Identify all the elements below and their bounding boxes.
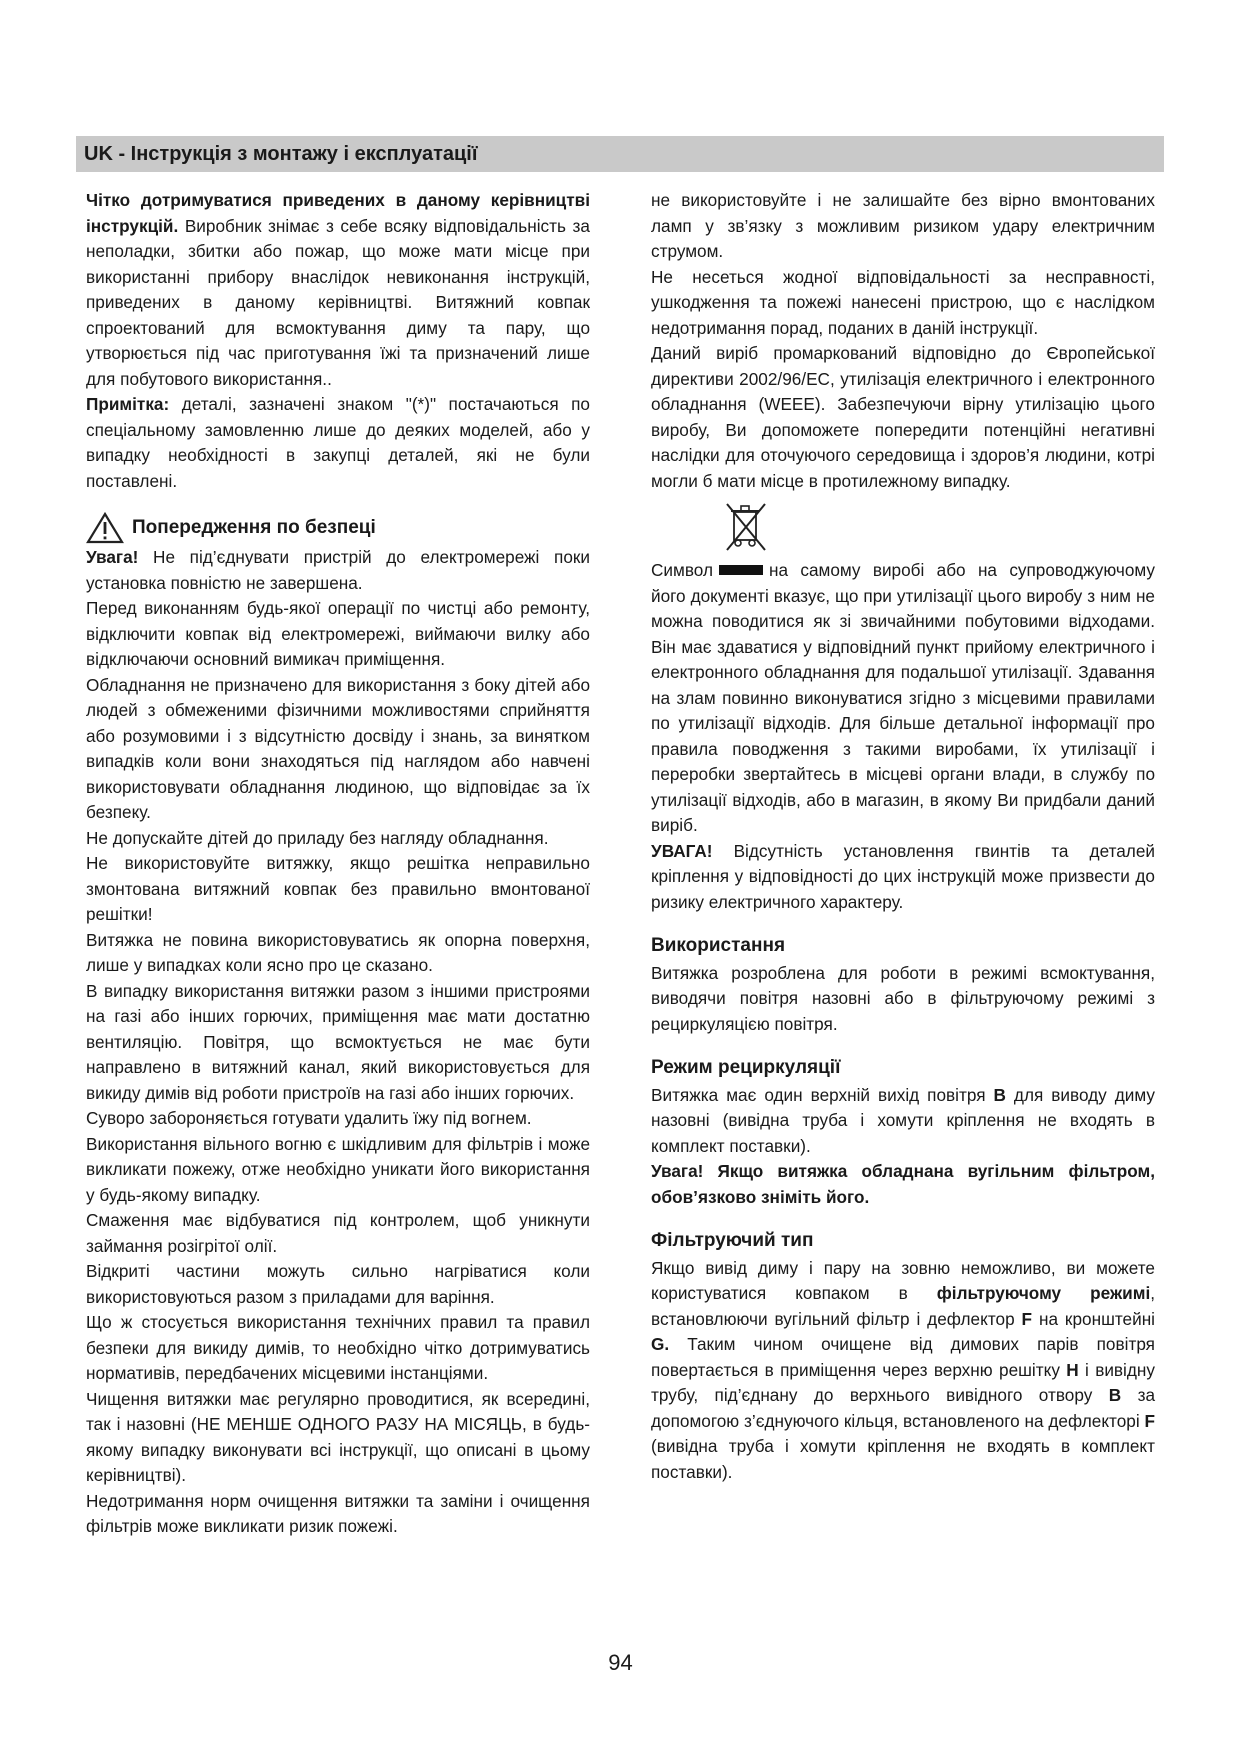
recirc-heading: Режим рециркуляції [651,1057,841,1078]
safety-paragraph: В випадку використання витяжки разом з іншими пристроями на газі або інших горючих, приміщення має мати достатню вентиляцію. Повітря, що всмоктується не має бути направлено в витяжний канал, який використовується для викиду димів від роботи пристроїв на газі або інших горючих. [86,980,590,1103]
safety-heading: Попередження по безпеці [132,517,376,539]
safety-paragraph: Обладнання не призначено для використання з боку дітей або людей з обмеженими фізичними можливостями сприйняття або розумовими і з відсутністю досвіду і знань, за винятком випадків коли вони знаходяться під наглядом або навчені використовувати обладнання людиною, що відповідає за їх безпеку. [86,674,590,822]
left-column [86,188,590,1540]
safety-paragraph: Суворо забороняється готувати удалить їжу під вогнем. [86,1108,532,1128]
safety-paragraph: Не допускайте дітей до приладу без нагляду обладнання. [86,827,549,848]
usage-heading: Використання [651,935,786,956]
warning-paragraph: УВАГА! Відсутність установлення гвинтів та деталей кріплення у відповідності до цих інструкцій може призвести до ризику електричного характеру. [651,840,1155,912]
safety-paragraph: Витяжка не повина використовуватись як опорна поверхня, лише у випадках коли ясно про це сказано. [86,929,590,975]
note-paragraph: Примітка: деталі, зазначені знаком "(*)" постачаються по спеціальному замовленню лише до деяких моделей, або у випадку необхідності в закупці деталей, які не були поставлені. [86,394,590,491]
usage-paragraph: Витяжка розроблена для роботи в режимі всмоктування, виводячи повітря назовні або в фільтруючому режимі з рециркуляцією повітря. [651,962,1155,1034]
safety-paragraph: Використання вільного вогню є шкідливим для фільтрів і може викликати пожежу, отже необхідно уникати його використання у будь-якому випадку. [86,1133,590,1205]
symbol-paragraph: Символ на самому виробі або на супроводжуючому його документі вказує, що при утилізації цього виробу з ним не можна поводитися як зі звичайними побутовими відходами. Він має здаватися у відповідний пункт прийому електричного і електронного обладнання для подальшої утилізації. Здавання на злам повинно виконуватися згідно з місцевими правилами по утилізації відходів. Для більше детальної інформації про правила поводження з такими виробами, їх утилізації і переробки звертайтесь в місцеві органи влади, в службу по утилізації відходів, або в магазин, в якому Ви придбали даний виріб. [651,560,1155,835]
warning-triangle-icon [86,512,124,544]
safety-paragraph: Не використовуйте витяжку, якщо решітка неправильно змонтована витяжний ковпак без правильно вмонтованої решітки! [86,853,590,924]
intro-paragraph: Чітко дотримуватися приведених в даному керівництві інструкцій. Виробник знімає з себе всяку відповідальність за неполадки, збитки або пожар, що може мати місце при використанні прибору внаслідок невиконання інструкцій, приведених в даному керівництві. Витяжний ковпак спроектований для всмоктування диму та пару, що утворюється під час приготування їжі та призначений лише для побутового використання.. [86,190,590,389]
weee-paragraph: Даний виріб промаркований відповідно до Європейської директиви 2002/96/EC, утилізація електричного і електронного обладнання (WEEE). Забезпечуючи вірну утилізацію цього виробу, Ви допоможете попередити потенційні негативні наслідки для оточуючого середовища і здоров’я людини, котрі могли б мати місце в протилежному випадку. [651,343,1155,491]
recirc-paragraph: Витяжка має один верхній вихід повітря B для виводу диму назовні (вивідна труба і хомути кріплення не входять в комплект поставки). [651,1084,1155,1156]
filter-heading: Фільтруючий тип [651,1230,814,1251]
crossed-bin-icon [723,500,1155,554]
right-column [651,188,1155,1485]
filter-paragraph: Якщо вивід диму і пару на зовню неможливо, ви можете користуватися ковпаком в фільтруючому режимі, встановлюючи вугільний фільтр і дефлектор F на кронштейні G. Таким чином очищене від димових парів повітря повертається в приміщення через верхню решітку H і вивідну трубу, під’єднану до верхнього вивідного отвору B за допомогою з’єднуючого кільця, встановленого на дефлекторі F (вивідна труба і хомути кріплення не входять в комплект поставки). [651,1257,1156,1482]
section-header-bar [76,136,1164,172]
safety-paragraph: Відкриті частини можуть сильно нагріватися коли використовуються разом з приладами для варіння. [86,1261,590,1307]
safety-paragraph: Чищення витяжки має регулярно проводитися, як всередині, так і назовні (НЕ МЕНШЕ ОДНОГО РАЗУ НА МІСЯЦЬ, в будь-якому випадку виконувати всі інструкції, що описані в цьому керівництві). [86,1388,590,1485]
safety-paragraph: Смаження має відбуватися під контролем, щоб уникнути займання розігрітої олії. [86,1210,590,1256]
recirc-warning: Увага! Якщо витяжка обладнана вугільним фільтром, обов’язково зніміть його. [651,1161,1155,1207]
section-title: UK - Інструкція з монтажу і експлуатації [84,143,478,165]
black-bar-symbol-icon [719,565,763,575]
safety-paragraph: Перед виконанням будь-якої операції по чистці або ремонту, відключити ковпак від електромережі, виймаючи вилку або відключаючи основний вимикач приміщення. [86,598,590,669]
liability-paragraph: Не несеться жодної відповідальності за несправності, ушкодження та пожежі нанесені пристрою, що є наслідком недотримання порад, поданих в даній інструкції. [651,266,1155,338]
lamp-paragraph: не використовуйте і не залишайте без вірно вмонтованих ламп у зв’язку з можливим ризиком удару електричним струмом. [651,190,1155,261]
safety-paragraph: Що ж стосується використання технічних правил та правил безпеки для викиду димів, то необхідно чітко дотримуватись нормативів, передбачених місцевими інстанціями. [86,1312,590,1383]
safety-intro-paragraph: Увага! Не під’єднувати пристрій до електромережі поки установка повністю не завершена. [86,547,590,593]
safety-paragraph: Недотримання норм очищення витяжки та заміни і очищення фільтрів може викликати ризик пожежі. [86,1490,590,1536]
page-number: 94 [608,1650,633,1675]
safety-heading-row [86,512,590,544]
